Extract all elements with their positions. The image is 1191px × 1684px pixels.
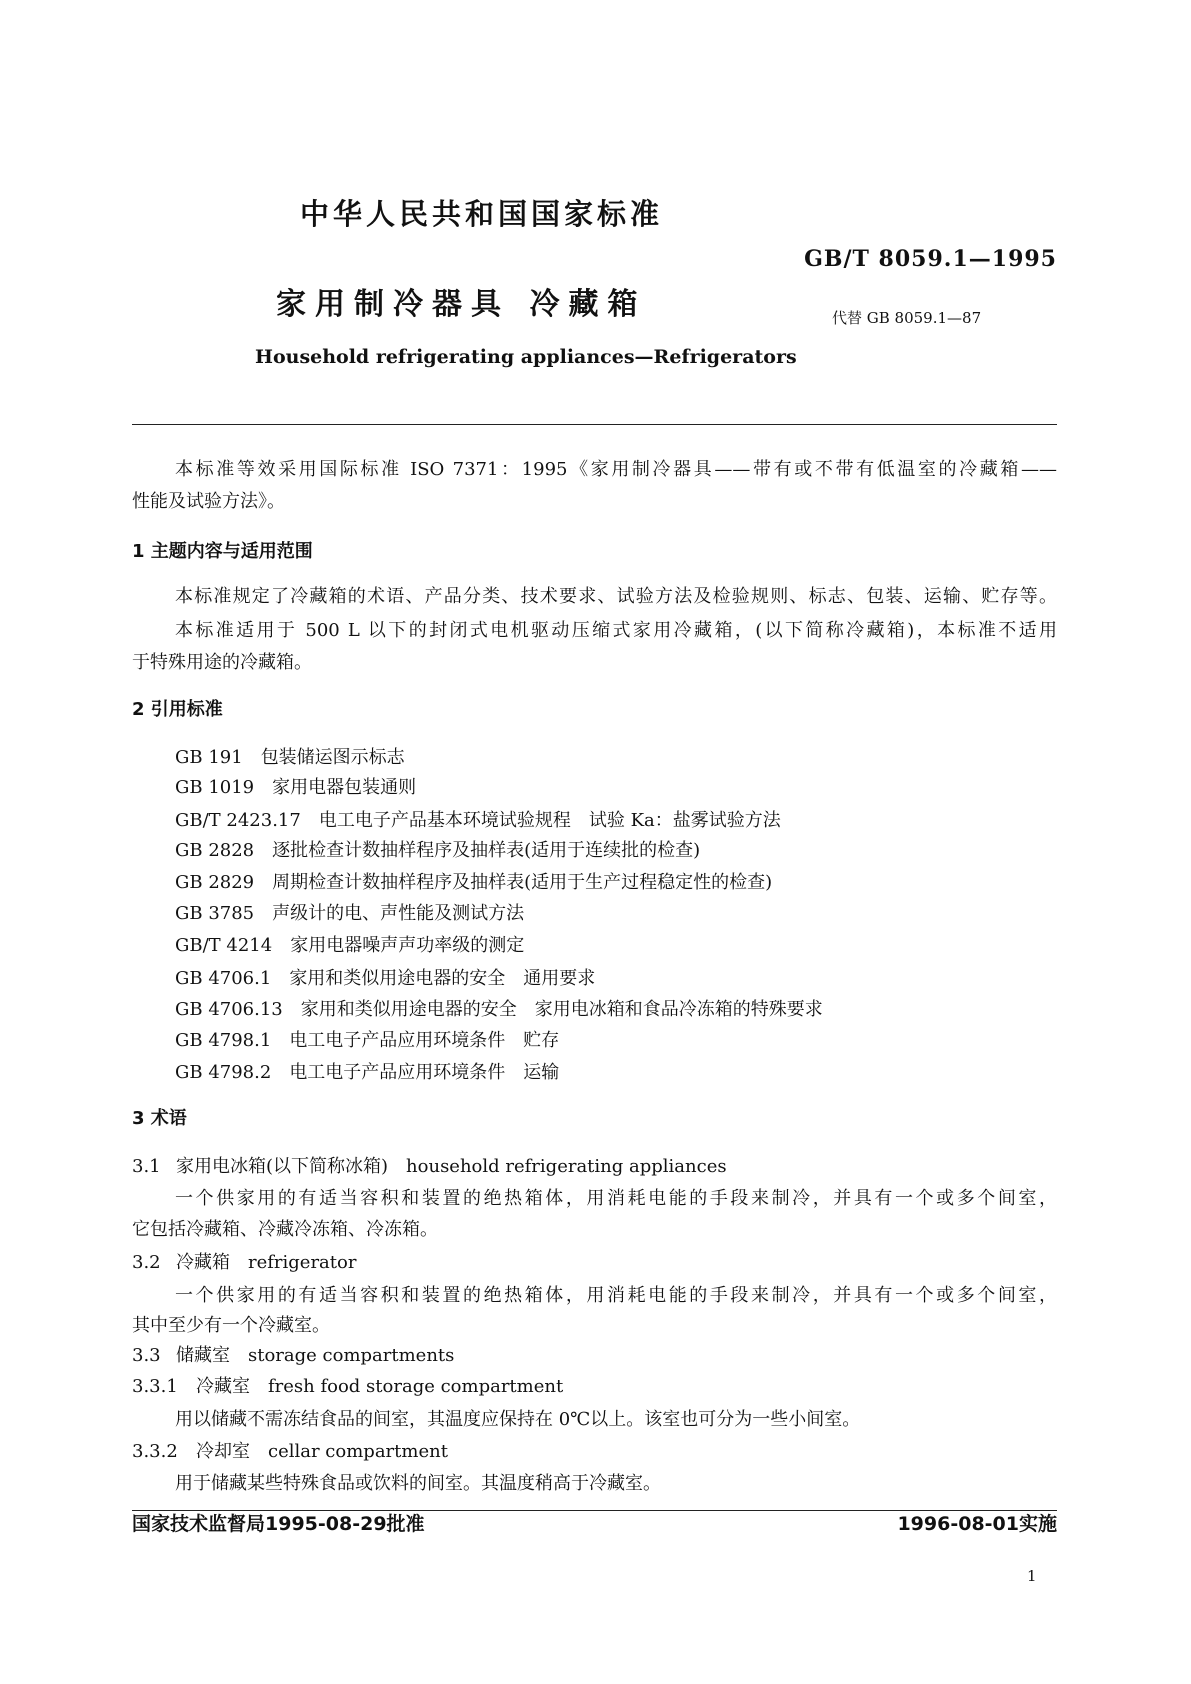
section-1-para-2-line-2: 于特殊用途的冷藏箱。 [132, 652, 312, 673]
reference-title: 家用和类似用途电器的安全 家用电冰箱和食品冷冻箱的特殊要求 [300, 999, 823, 1020]
term-3-1 [132, 1158, 727, 1176]
document-title: 家用制冷器具 冷藏箱 [276, 287, 647, 322]
term-number: 3.2 [132, 1252, 161, 1273]
term-3-1-def-line-2: 它包括冷藏箱、冷藏冷冻箱、冷冻箱。 [132, 1219, 438, 1240]
replaces-note: 代替 GB 8059.1—87 [832, 309, 982, 327]
section-1-heading: 1 主题内容与适用范围 [132, 541, 313, 562]
term-name: 冷藏室 fresh food storage compartment [196, 1376, 564, 1397]
term-number: 3.1 [132, 1156, 161, 1177]
section-3-heading: 3 术语 [132, 1108, 187, 1129]
reference-title: 周期检查计数抽样程序及抽样表(适用于生产过程稳定性的检查) [272, 872, 773, 893]
term-3-3 [132, 1347, 454, 1365]
reference-title: 电工电子产品应用环境条件 运输 [289, 1062, 560, 1083]
term-name: 家用电冰箱(以下简称冰箱) household refrigerating appliances [176, 1156, 727, 1177]
reference-title: 电工电子产品基本环境试验规程 试验 Ka：盐雾试验方法 [318, 810, 781, 831]
reference-code: GB 2829 [175, 872, 255, 893]
reference-item [175, 1064, 559, 1082]
reference-title: 家用电器包装通则 [272, 777, 417, 798]
reference-title: 逐批检查计数抽样程序及抽样表(适用于连续批的检查) [272, 840, 701, 861]
reference-item [175, 749, 405, 767]
section-1-para-2-line-1: 本标准适用于 500 L 以下的封闭式电机驱动压缩式家用冷藏箱，(以下简称冷藏箱)，本标准不适用 [175, 620, 1057, 641]
reference-item [175, 812, 781, 830]
reference-item [175, 842, 700, 860]
reference-code: GB 4706.13 [175, 999, 283, 1020]
english-title: Household refrigerating appliances—Refrigerators [255, 346, 797, 368]
reference-code: GB/T 4214 [175, 935, 273, 956]
term-number: 3.3.1 [132, 1376, 178, 1397]
reference-item [175, 905, 524, 923]
term-3-3-2-def: 用于储藏某些特殊食品或饮料的间室。其温度稍高于冷藏室。 [175, 1473, 661, 1494]
header-divider [132, 424, 1057, 425]
footer-divider [132, 1510, 1057, 1511]
term-name: 冷藏箱 refrigerator [176, 1252, 357, 1273]
reference-item [175, 779, 416, 797]
reference-title: 电工电子产品应用环境条件 贮存 [289, 1030, 560, 1051]
reference-code: GB 4798.1 [175, 1030, 272, 1051]
section-2-heading: 2 引用标准 [132, 699, 223, 720]
reference-code: GB 191 [175, 747, 243, 768]
reference-title: 声级计的电、声性能及测试方法 [272, 903, 525, 924]
page-number: 1 [1027, 1567, 1037, 1585]
approval-date: 国家技术监督局1995-08-29批准 [132, 1513, 425, 1535]
national-standard-heading: 中华人民共和国国家标准 [300, 197, 664, 231]
reference-code: GB/T 2423.17 [175, 810, 301, 831]
term-3-3-2 [132, 1443, 448, 1461]
term-3-2-def-line-2: 其中至少有一个冷藏室。 [132, 1315, 330, 1336]
reference-code: GB 4706.1 [175, 968, 272, 989]
term-number: 3.3.2 [132, 1441, 178, 1462]
term-name: 冷却室 cellar compartment [196, 1441, 448, 1462]
intro-line-1: 本标准等效采用国际标准 ISO 7371：1995《家用制冷器具——带有或不带有低温室的冷藏箱—— [175, 459, 1057, 480]
reference-code: GB 2828 [175, 840, 255, 861]
term-name: 储藏室 storage compartments [176, 1345, 455, 1366]
reference-title: 家用和类似用途电器的安全 通用要求 [289, 968, 596, 989]
reference-item [175, 1001, 823, 1019]
term-3-2-def-line-1: 一个供家用的有适当容积和装置的绝热箱体，用消耗电能的手段来制冷，并具有一个或多个间室， [175, 1285, 1057, 1306]
standard-code: GB/T 8059.1—1995 [804, 246, 1057, 272]
term-3-2 [132, 1254, 356, 1272]
reference-item [175, 1032, 559, 1050]
reference-title: 包装储运图示标志 [260, 747, 405, 768]
reference-item [175, 874, 772, 892]
term-3-3-1 [132, 1378, 563, 1396]
reference-code: GB 1019 [175, 777, 255, 798]
effective-date: 1996-08-01实施 [897, 1513, 1057, 1535]
section-1-para-1: 本标准规定了冷藏箱的术语、产品分类、技术要求、试验方法及检验规则、标志、包装、运输、贮存等。 [175, 586, 1057, 607]
term-3-1-def-line-1: 一个供家用的有适当容积和装置的绝热箱体，用消耗电能的手段来制冷，并具有一个或多个间室， [175, 1188, 1057, 1209]
reference-code: GB 4798.2 [175, 1062, 272, 1083]
term-3-3-1-def: 用以储藏不需冻结食品的间室，其温度应保持在 0℃以上。该室也可分为一些小间室。 [175, 1409, 861, 1430]
intro-line-2: 性能及试验方法》。 [132, 491, 285, 512]
reference-item [175, 970, 595, 988]
reference-code: GB 3785 [175, 903, 255, 924]
reference-title: 家用电器噪声声功率级的测定 [290, 935, 525, 956]
reference-item [175, 937, 524, 955]
term-number: 3.3 [132, 1345, 161, 1366]
